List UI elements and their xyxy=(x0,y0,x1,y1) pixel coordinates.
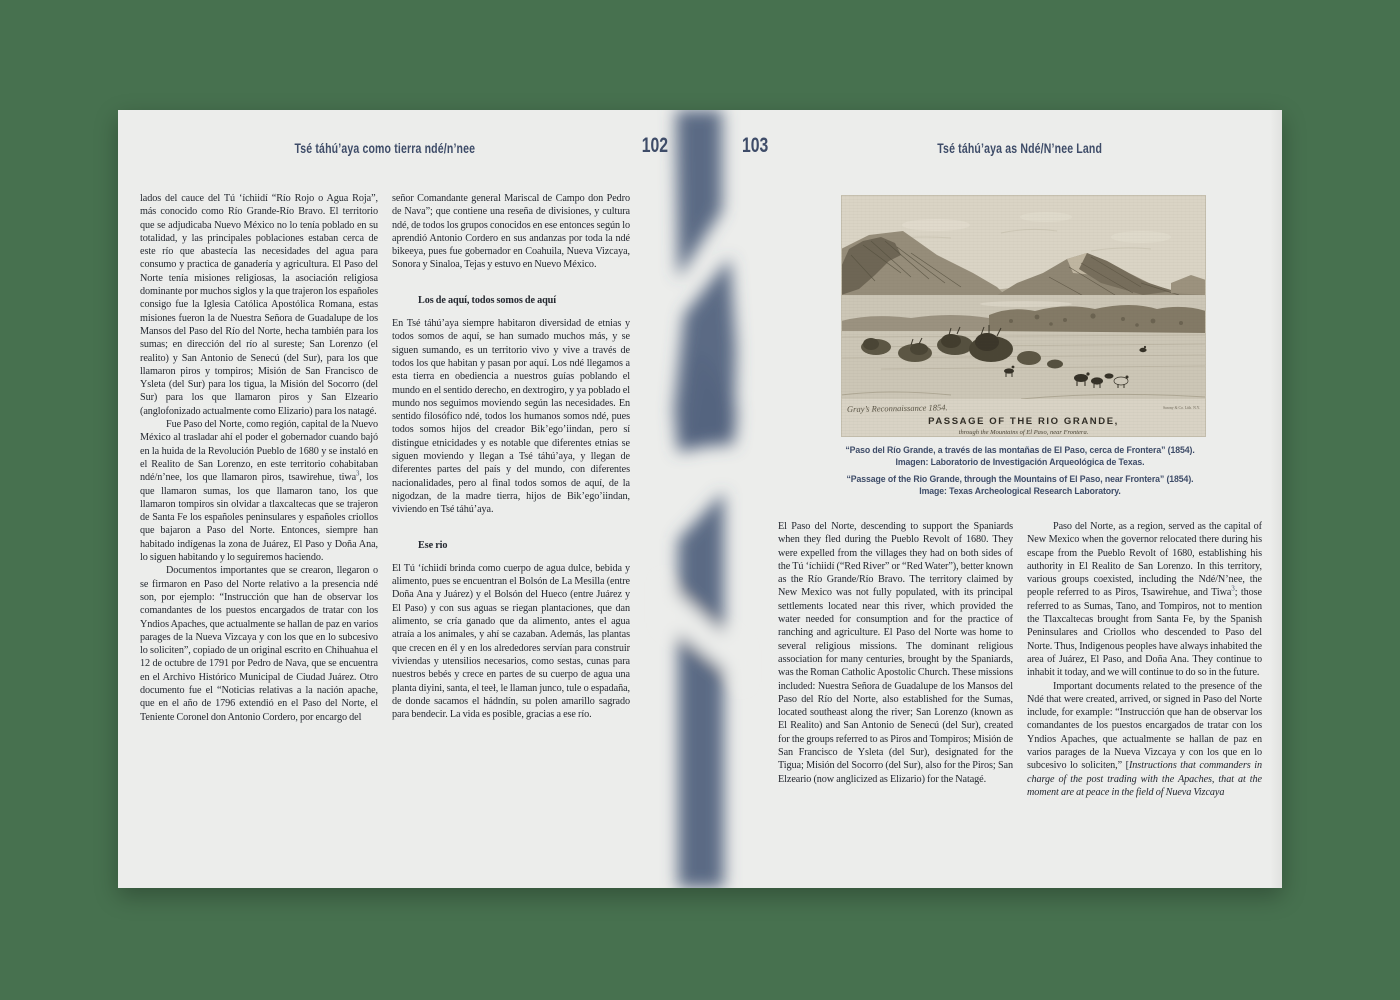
text-column-spanish-2 xyxy=(392,192,630,874)
page-right xyxy=(700,110,1282,888)
running-head-right: Tsé táhú’aya as Ndé/N’nee Land xyxy=(937,141,1103,156)
page-left xyxy=(118,110,700,888)
paragraph: Important documents related to the presence of the Ndé that were created, arrived, or signed in Paso del Norte include, for example: “Instrucción que han de observar los comandantes de los puestos encargados de tratar con los Yndios Apaches, que actualmente se hallan de paz en varios parages de la Nueva Vizcaya y con los que en lo subcesivo lo soliciten,” [Instructions that commanders in charge of the post trading with the Apaches, that at the moment are at peace in the field of Nueva Vizcaya xyxy=(1027,680,1262,798)
paragraph: señor Comandante general Mariscal de Campo don Pedro de Nava”; que contiene una reseña de divisiones, y cultura ndé, de todos los grupos conocidos en ese entonces según lo aprendió Antonio Cordero en sus andanzas por toda la ndé bikeeya, pues fue gobernador en Coahuila, Nueva Vizcaya, Sonora y Sinaloa, Tejas y estuvo en Nuevo México. xyxy=(392,193,630,271)
paragraph: El Paso del Norte, descending to support the Spaniards when they fled during the Pueblo Revolt of 1680. They were expelled from the villages they had on both sides of the Tú ‘íchiidí (“Red River” or “Red Water”), better known as the Río Grande/Río Bravo. The territory claimed by New Mexico was not fully populated, with its principal settlements located near this river, which provided the water needed for consumption and for the practice of ranching and agriculture. El Paso del Norte was home to several religious missions. The dominant religious association for many centuries, brought by the Spaniards, was the Roman Catholic Apostolic Church. These missions included: Nuestra Señora de Guadalupe de los Mansos del Paso del Río del Norte, also established for the Sumas, located southeast along the river; San Lorenzo (known as El Realito) and San Antonio de Senecú (del Sur), created for the groups referred to as Piros and Tompiros; Misión de San Francisco de Ysleta (del Sur), designated for the Tigua; Misión del Socorro (del Sur), also for the Piros; San Elzeario (now anglicized as Elizario) for the Natagé. xyxy=(778,521,1013,785)
figure-caption-english xyxy=(785,474,1254,497)
caption-line: Imagen: Laboratorio de Investigación Arqueológica de Texas. xyxy=(895,456,1145,467)
page-number-left: 102 xyxy=(641,134,668,157)
paragraph: El Tú ‘íchiidí brinda como cuerpo de agua dulce, bebida y alimento, pues se encuentran el Bolsón de La Mesilla (entre Doña Ana y Juárez) y el Bolsón del Hueco (entre Juárez y El Paso) y con sus aguas se riegan plantaciones, que dan alimento, se cría ganado que da alimento, antes el agua atraía a los animales, y ahí se cazaban. Además, las plantas que crecen en él y en los alrededores servían para construir viviendas y utensilios necesarios, como sestas, cunas para nuestros bebés y crece en partes de su cuerpo de agua una planta diyini, santa, el teeł, le llaman junco, tule o espadaña, de donde sacamos el hádndín, su polen amarillo sagrado para bendecir. La vida es posible, gracias a ese río. xyxy=(392,562,630,721)
plate-title: PASSAGE OF THE RIO GRANDE, xyxy=(928,416,1119,427)
rio-grande-lithograph-illustration xyxy=(841,195,1206,437)
subheading: Ese rio xyxy=(418,539,448,551)
paragraph: En Tsé táhú’aya siempre habitaron diversidad de etnias y todos somos de aquí, se han sumado muchos más, y se siguen sumando, es un territorio vivo y vive a través de todos los que habitan y pasan por aquí. Los ndé llegamos a esta tierra en obediencia a nuestros guías poblando el mundo en el sentido derecho, en dextrogiro, y ya poblado el mundo nos seguimos moviendo según las necesidades. En sentido filosófico ndé, todos los humanos somos ndé, pues todos somos hijos del creador Bik’ego’iindan, pero sí distingue etnicidades y es notable que diferentes etnias se siguen moviendo y llegan a Tsé táhú’aya, y llegan de diferentes partes del país y del mundo, con diferentes nacionalidades, pero al final todos somos de aquí, de la nigodzan, de la madre tierra, hijos de Bik’ego’iindan, viviendo en Tsé táhú’aya. xyxy=(392,318,630,516)
text-column-spanish-1 xyxy=(140,192,378,874)
caption-line: “Paso del Río Grande, a través de las montañas de El Paso, cerca de Frontera” (1854). xyxy=(845,445,1195,455)
page-number-right: 103 xyxy=(742,134,769,157)
text-column-english-1 xyxy=(778,520,1013,872)
caption-line: Image: Texas Archeological Research Laboratory. xyxy=(919,485,1121,496)
lithograph-plate xyxy=(841,195,1206,437)
text-column-english-2 xyxy=(1027,520,1262,872)
book-spread xyxy=(118,110,1282,888)
paragraph: Paso del Norte, as a region, served as the capital of New Mexico when the governor relocated there during his escape from the Pueblo Revolt of 1680, establishing his authority in El Realito de San Lorenzo. In this territory, various groups coexisted, including the Ndé/N’nee, the people referred to as Piros, Tsawirehue, and Tiwa$^3$; those referred to as Sumas, Tano, and Tompiros, not to mention the Tlaxcaltecas brought from Santa Fe, by the Spanish Peninsulares and Criollos who descended to Paso del Norte. Thus, Indigenous peoples have always inhabited the area of Juárez, El Paso, and Doña Ana. They continue to inhabit it today, and we will continue to do so in the future. xyxy=(1027,521,1262,679)
paragraph: lados del cauce del Tú ‘íchiidí “Río Rojo o Agua Roja”, más conocido como Río Grande-Río Bravo. El territorio que se adjudicaba Nuevo México no lo tenía poblado en su totalidad, y las principales poblaciones estaban cerca de este río que abastecía las necesidades del agua para consumo y practica de ganadería y agricultura. El Paso del Norte tenía misiones religiosas, la asociación religiosa dominante por muchos siglos y la que trajeron los españoles consigo fue la Iglesia Católica Apostólica Romana, estas misiones fueron la de Nuestra Señora de Guadalupe de los Mansos del Paso del Río del Norte, hecha también para los sumas; en dirección del río al sureste; San Lorenzo (el realito) y San Antonio de Senecú (del Sur), para los que llamaron piros y tompiros; Misión de San Francisco de Ysleta (del Sur) para los tigua, la Misión del Socorro (del Sur) para los que llamaron piros y San Elzeario (anglofonizado actualmente como Elizario) para los natagé. xyxy=(140,193,378,417)
plate-script-credit: Gray’s Reconnaissance 1854. xyxy=(846,402,948,414)
caption-line: “Passage of the Rio Grande, through the Mountains of El Paso, near Frontera” (1854). xyxy=(846,474,1194,484)
paragraph: Fue Paso del Norte, como región, capital de la Nuevo México al trasladar ahí el poder el gobernador cuando bajó en la huida de la Revolución Pueblo de 1680 y se instaló en el Realito de San Lorenzo, en este territorio cohabitaban ndé/n’nee, los que llamaron piros, tsawirehue, tiwa$^3$, los que llamaron sumas, los que llamaron tano, los que llamaron tompiros sin olvidar a tlaxcaltecas que se trajeron de Santa Fe los españoles peninsulares y españoles criollos que bajaron a Paso del Norte. Entonces, siempre han habitado indígenas la zona de Juárez, El Paso y Doña Ana, lo siguen habitando y lo seguiremos haciendo. xyxy=(140,419,378,564)
figure-caption xyxy=(778,445,1262,503)
plate-lithographer-credit: Sarony & Co. Lith. N.Y. xyxy=(1162,406,1200,410)
paragraph: Documentos importantes que se crearon, llegaron o se firmaron en Paso del Norte relativo a la presencia ndé son, por ejemplo: “Instrucción que han de observar los comandantes de los puestos encargados de tratar con los Yndios Apaches, que actualmente se hallan de paz en varios parages de la Nueva Vizcaya y con los que en lo subcesivo lo soliciten”, copiado de un original escrito en Chihuahua el 12 de octubre de 1791 por Pedro de Nava, que se encuentra en el Archivo Histórico Municipal de Ciudad Juárez. Otro documento fue el “Noticias relativas a la nación apache, que en el año de 1796 extendió en el Paso del Norte, el Teniente Coronel don Antonio Cordero, por encargo del xyxy=(140,565,378,723)
running-head-left: Tsé táhú’aya como tierra ndé/n’nee xyxy=(294,141,476,156)
subheading: Los de aquí, todos somos de aquí xyxy=(418,294,557,306)
figure-caption-spanish xyxy=(785,445,1254,468)
plate-subtitle: through the Mountains of El Paso, near Frontera. xyxy=(958,429,1089,436)
